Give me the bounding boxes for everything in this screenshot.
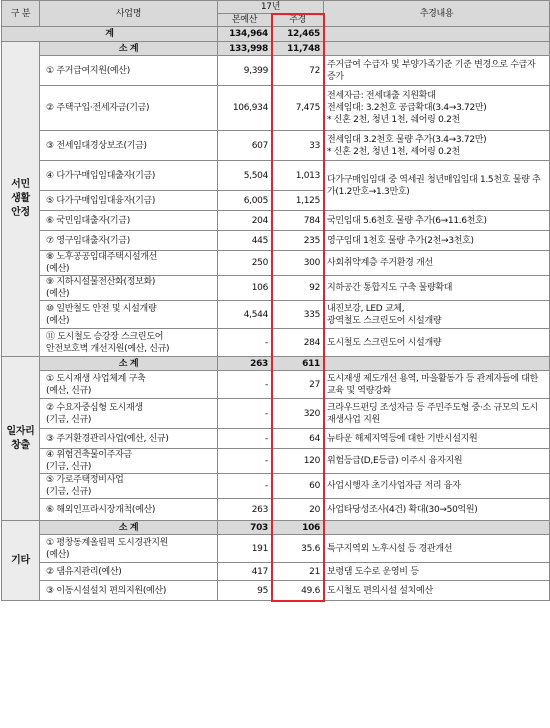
project-name: ⑥ 국민임대출자(기금)	[40, 211, 218, 231]
supp-budget: 72	[272, 56, 324, 86]
supp-budget: 7,475	[272, 86, 324, 131]
supp-content: 보령댐 도수로 운영비 등	[324, 563, 550, 581]
supp-content: 사업타당성조사(4건) 확대(30→50억원)	[324, 499, 550, 521]
table-row	[2, 56, 550, 86]
base-budget: -	[218, 429, 272, 449]
base-budget: -	[218, 329, 272, 357]
supp-content: 주거급여 수급자 및 부양가족기준 기준 변경으로 수급자 증가	[324, 56, 550, 86]
table-row	[2, 231, 550, 251]
table-row	[2, 329, 550, 357]
supp-content: 전세임대 3.2천호 물량 추가(3.4→3.72만) * 신혼 2천, 청년 1천, 셰어링 0.2천	[324, 131, 550, 161]
base-budget: 4,544	[218, 301, 272, 329]
subtotal-label: 소 계	[40, 42, 218, 56]
budget-table-wrapper	[1, 0, 549, 601]
group-label: 기타	[2, 521, 40, 601]
supp-content: 영구임대 1천호 물량 추가(2천→3천호)	[324, 231, 550, 251]
project-name: ⑥ 해외인프라시장개척(예산)	[40, 499, 218, 521]
total-content	[324, 27, 550, 42]
supp-content: 위험등급(D,E등급) 이주시 융자지원	[324, 449, 550, 474]
project-name: ⑧ 노후공공임대주택시설개선 (예산)	[40, 251, 218, 276]
supp-budget: 60	[272, 474, 324, 499]
project-name: ④ 위험건축물이주자금 (기금, 신규)	[40, 449, 218, 474]
supp-budget: 120	[272, 449, 324, 474]
base-budget: 445	[218, 231, 272, 251]
project-name: ① 주거급여지원(예산)	[40, 56, 218, 86]
table-row	[2, 399, 550, 429]
subtotal-content	[324, 42, 550, 56]
supp-budget: 284	[272, 329, 324, 357]
subtotal-content	[324, 521, 550, 535]
table-row	[2, 535, 550, 563]
project-name: ⑩ 일반철도 안전 및 시설개량 (예산)	[40, 301, 218, 329]
table-row	[2, 251, 550, 276]
base-budget: 263	[218, 499, 272, 521]
table-row	[2, 563, 550, 581]
supp-budget: 35.6	[272, 535, 324, 563]
subtotal-row	[2, 521, 550, 535]
total-row	[2, 27, 550, 42]
supp-content: 내진보강, LED 교체, 광역철도 스크린도어 시설개량	[324, 301, 550, 329]
project-name: ③ 주거환경관리사업(예산, 신규)	[40, 429, 218, 449]
group-label: 일자리 창출	[2, 357, 40, 521]
header-supp: 추경	[272, 14, 324, 27]
supp-budget: 300	[272, 251, 324, 276]
subtotal-row	[2, 357, 550, 371]
supp-content: 전세자금: 전세대출 지원확대 전세임대: 3.2천호 공급확대(3.4→3.72만) * 신혼 2천, 청년 1천, 쉐어링 0.2천	[324, 86, 550, 131]
subtotal-content	[324, 357, 550, 371]
group-label: 서민 생활 안정	[2, 42, 40, 357]
total-label: 계	[2, 27, 218, 42]
supp-content: 도시철도 편의시설 설치예산	[324, 581, 550, 601]
subtotal-base: 263	[218, 357, 272, 371]
table-row	[2, 449, 550, 474]
project-name: ⑤ 가로주택정비사업 (기금, 신규)	[40, 474, 218, 499]
supp-budget: 235	[272, 231, 324, 251]
table-row	[2, 301, 550, 329]
project-name: ① 도시재생 사업체계 구축 (예산, 신규)	[40, 371, 218, 399]
base-budget: 5,504	[218, 161, 272, 191]
base-budget: 607	[218, 131, 272, 161]
subtotal-label: 소 계	[40, 357, 218, 371]
supp-budget: 27	[272, 371, 324, 399]
supp-content: 사회취약계층 주거환경 개선	[324, 251, 550, 276]
header-category: 구 분	[2, 1, 40, 27]
supp-content: 국민임대 5.6천호 물량 추가(6→11.6천호)	[324, 211, 550, 231]
base-budget: -	[218, 399, 272, 429]
table-row	[2, 581, 550, 601]
header-project: 사업명	[40, 1, 218, 27]
supp-budget: 320	[272, 399, 324, 429]
header-content: 추경내용	[324, 1, 550, 27]
supp-budget: 92	[272, 276, 324, 301]
subtotal-base: 133,998	[218, 42, 272, 56]
subtotal-supp: 106	[272, 521, 324, 535]
table-row	[2, 276, 550, 301]
supp-budget: 1,013	[272, 161, 324, 191]
supp-budget: 49.6	[272, 581, 324, 601]
total-base: 134,964	[218, 27, 272, 42]
project-name: ⑦ 영구임대출자(기금)	[40, 231, 218, 251]
table-row	[2, 86, 550, 131]
project-name: ④ 다가구매입임대출자(기금)	[40, 161, 218, 191]
base-budget: 250	[218, 251, 272, 276]
supp-budget: 784	[272, 211, 324, 231]
header-year: 17년	[218, 1, 324, 14]
project-name: ③ 이동시설설치 편의지원(예산)	[40, 581, 218, 601]
supp-budget: 33	[272, 131, 324, 161]
supp-budget: 1,125	[272, 191, 324, 211]
table-row	[2, 474, 550, 499]
table-row	[2, 429, 550, 449]
supp-budget: 20	[272, 499, 324, 521]
base-budget: 106,934	[218, 86, 272, 131]
subtotal-supp: 11,748	[272, 42, 324, 56]
supp-content: 지하공간 통합지도 구축 물량확대	[324, 276, 550, 301]
project-name: ⑪ 도시철도 승강장 스크린도어 안전보호벽 개선지원(예산, 신규)	[40, 329, 218, 357]
base-budget: -	[218, 371, 272, 399]
project-name: ⑨ 지하시설물전산화(정보화) (예산)	[40, 276, 218, 301]
supp-content: 도시철도 스크린도어 시설개량	[324, 329, 550, 357]
base-budget: 95	[218, 581, 272, 601]
project-name: ② 주택구입·전세자금(기금)	[40, 86, 218, 131]
supp-content: 사업시행자 초기사업자금 저리 융자	[324, 474, 550, 499]
table-row	[2, 161, 550, 191]
base-budget: 191	[218, 535, 272, 563]
base-budget: 417	[218, 563, 272, 581]
base-budget: -	[218, 449, 272, 474]
supp-content: 도시재생 제도개선 용역, 마을활동가 등 관계자들에 대한 교육 및 역량강화	[324, 371, 550, 399]
subtotal-base: 703	[218, 521, 272, 535]
subtotal-row	[2, 42, 550, 56]
project-name: ② 댐유지관리(예산)	[40, 563, 218, 581]
table-row	[2, 211, 550, 231]
base-budget: 106	[218, 276, 272, 301]
project-name: ② 수요자중심형 도시재생 (기금, 신규)	[40, 399, 218, 429]
subtotal-supp: 611	[272, 357, 324, 371]
project-name: ③ 전세임대경상보조(기금)	[40, 131, 218, 161]
header-base: 본예산	[218, 14, 272, 27]
subtotal-label: 소 계	[40, 521, 218, 535]
supp-content: 특구지역외 노후시설 등 경관개선	[324, 535, 550, 563]
table-row	[2, 499, 550, 521]
supp-content: 크라우드펀딩 조성자금 등 주민주도형 중·소 규모의 도시재생사업 지원	[324, 399, 550, 429]
supp-budget: 64	[272, 429, 324, 449]
supp-content: 다가구매입임대 중 역세권 청년매입임대 1.5천호 물량 추가(1.2만호→1.3만호)	[324, 161, 550, 211]
base-budget: 9,399	[218, 56, 272, 86]
project-name: ⑤ 다가구매입임대융자(기금)	[40, 191, 218, 211]
project-name: ① 평창동계올림픽 도시경관지원 (예산)	[40, 535, 218, 563]
base-budget: 204	[218, 211, 272, 231]
table-row	[2, 131, 550, 161]
supp-budget: 335	[272, 301, 324, 329]
base-budget: 6,005	[218, 191, 272, 211]
base-budget: -	[218, 474, 272, 499]
supp-content: 뉴타운 해제지역등에 대한 기반시설지원	[324, 429, 550, 449]
total-supp: 12,465	[272, 27, 324, 42]
supp-budget: 21	[272, 563, 324, 581]
supplementary-budget-table	[1, 0, 550, 601]
table-row	[2, 371, 550, 399]
